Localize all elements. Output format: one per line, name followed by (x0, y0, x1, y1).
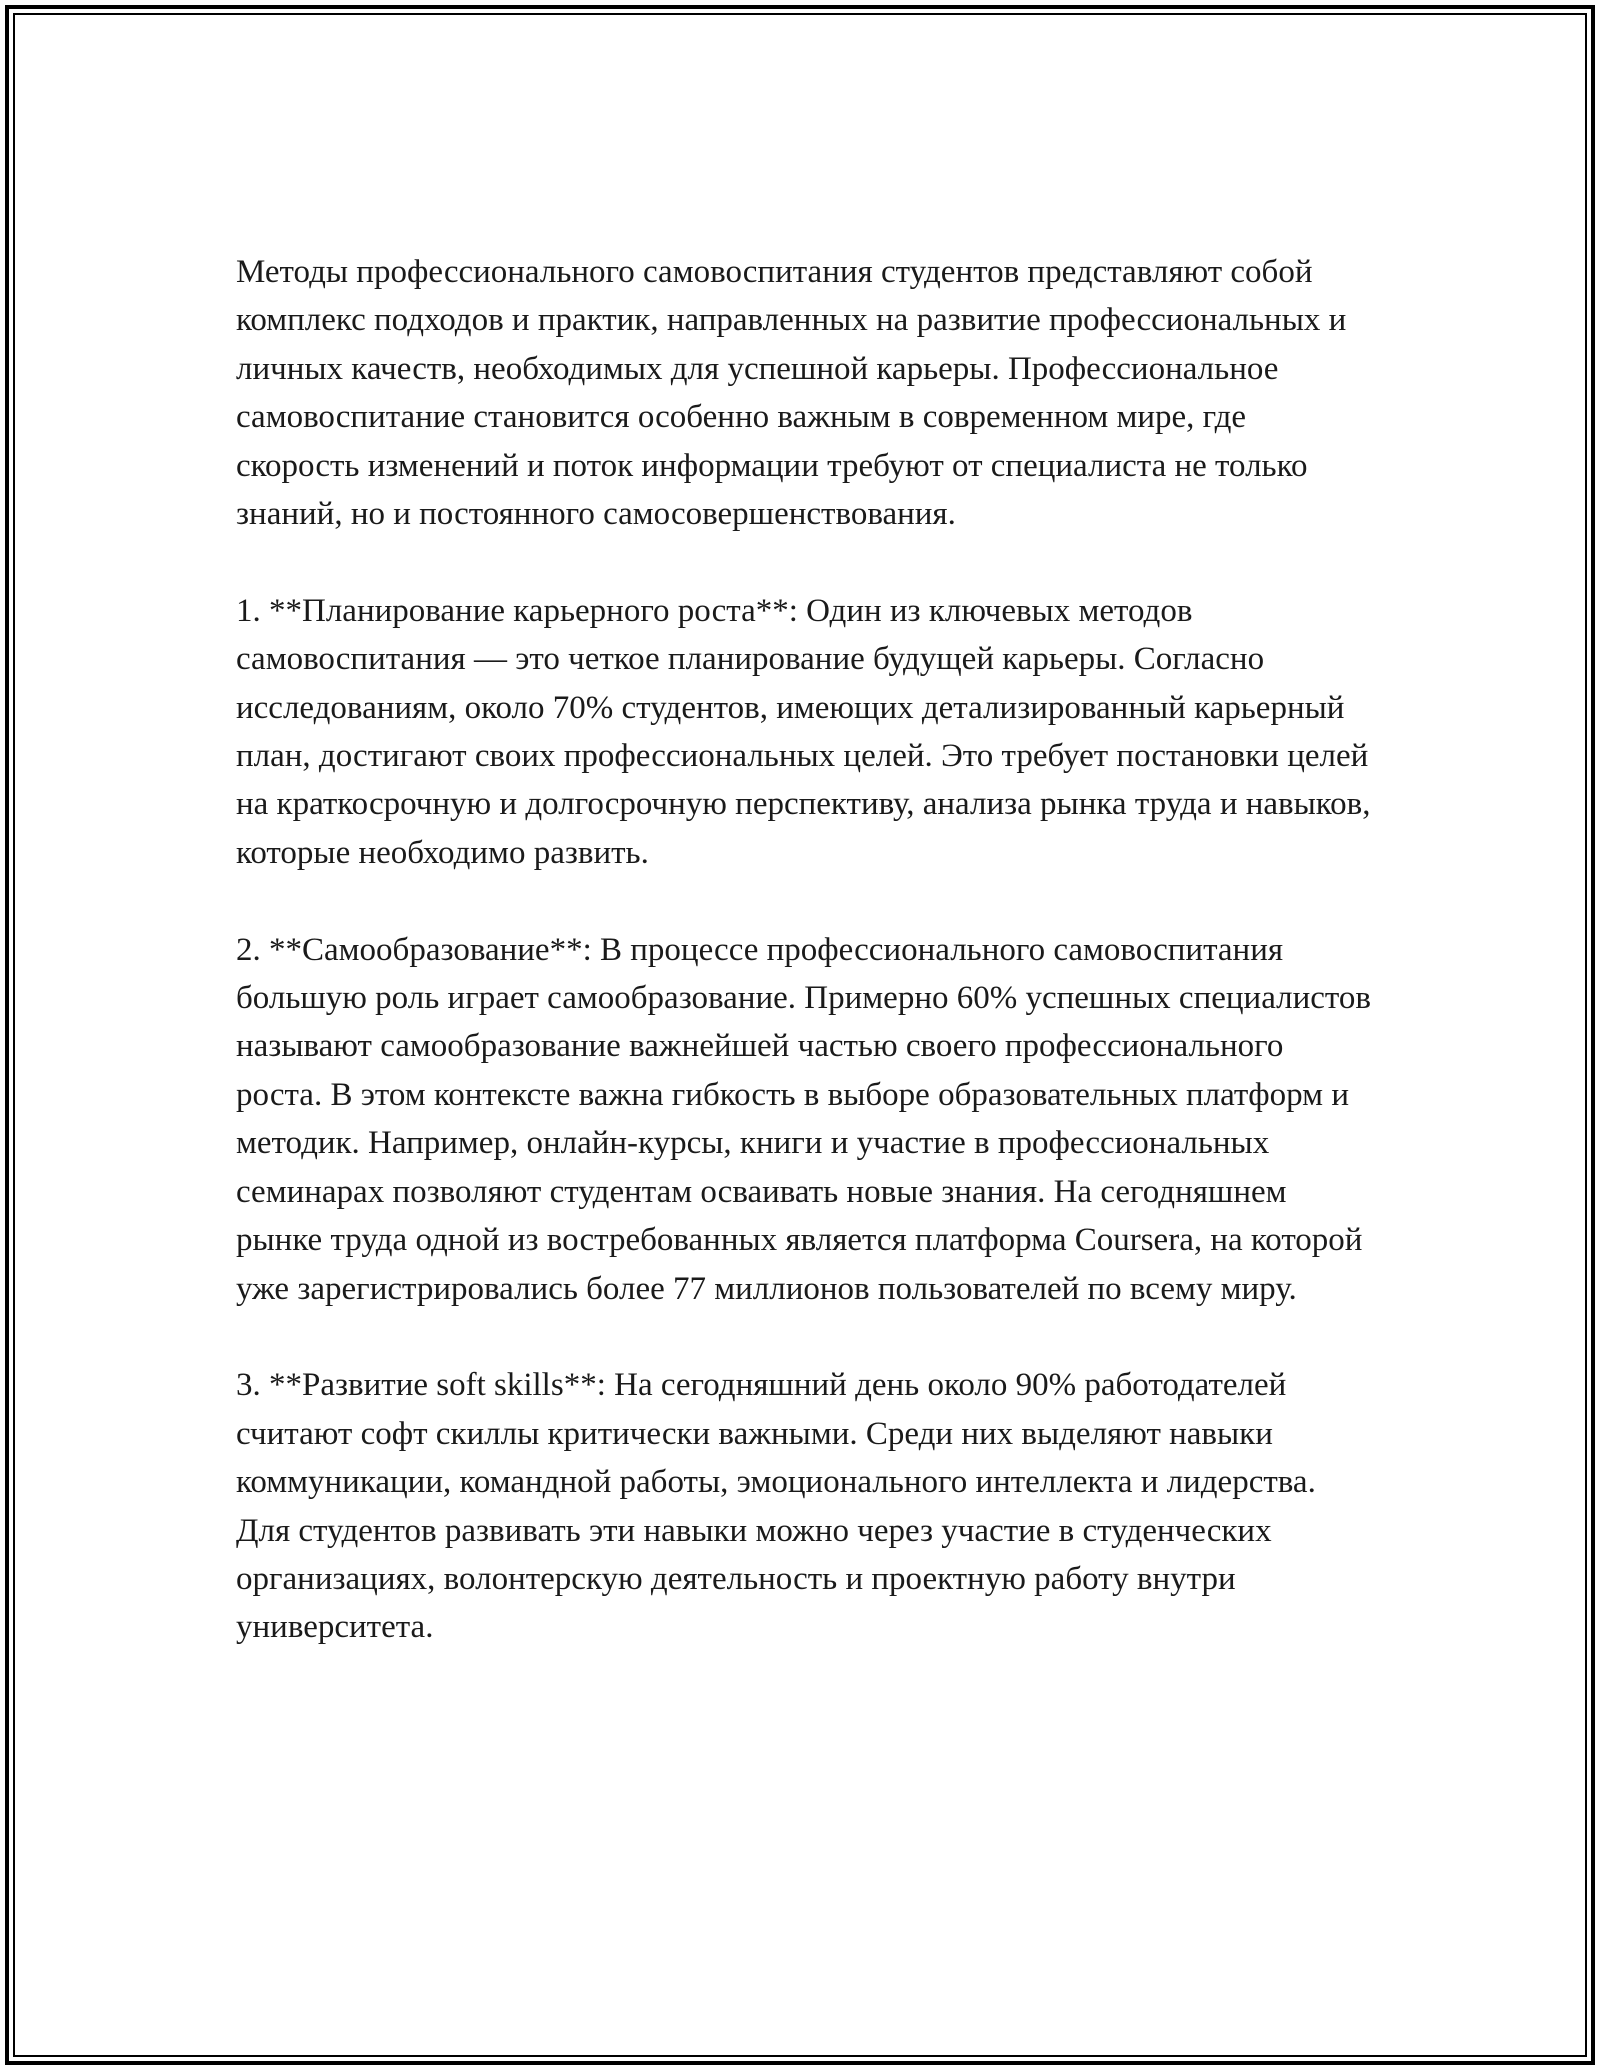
paragraph-career-planning: 1. **Планирование карьерного роста**: Один из ключевых методов самовоспитания — это четкое планирование будущей карьеры. Согласно исследованиям, около 70% студентов, имеющих детализированный карьерный план, достигают своих профессиональных целей. Это требует постановки целей на краткосрочную и долгосрочную перспективу, анализа рынка труда и навыков, которые необходимо развить. (236, 592, 1371, 871)
document-body (236, 248, 1376, 1700)
intro-paragraph: Методы профессионального самовоспитания студентов представляют собой комплекс подходов и практик, направленных на развитие профессиональных и личных качеств, необходимых для успешной карьеры. Профессиональное самовоспитание становится особенно важным в современном мире, где скорость изменений и поток информации требуют от специалиста не только знаний, но и постоянного самосовершенствования. (236, 254, 1347, 533)
paragraph-self-education: 2. **Самообразование**: В процессе профессионального самовоспитания большую роль играет самообразование. Примерно 60% успешных специалистов называют самообразование важнейшей частью своего профессионального роста. В этом контексте важна гибкость в выборе образовательных платформ и методик. Например, онлайн-курсы, книги и участие в профессиональных семинарах позволяют студентам осваивать новые знания. На сегодняшнем рынке труда одной из востребованных является платформа Coursera, на которой уже зарегистрировались более 77 миллионов пользователей по всему миру. (236, 931, 1371, 1307)
paragraph-soft-skills: 3. **Развитие soft skills**: На сегодняшний день около 90% работодателей считают софт скиллы критически важными. Среди них выделяют навыки коммуникации, командной работы, эмоционального интеллекта и лидерства. Для студентов развивать эти навыки можно через участие в студенческих организациях, волонтерскую деятельность и проектную работу внутри университета. (236, 1367, 1316, 1646)
